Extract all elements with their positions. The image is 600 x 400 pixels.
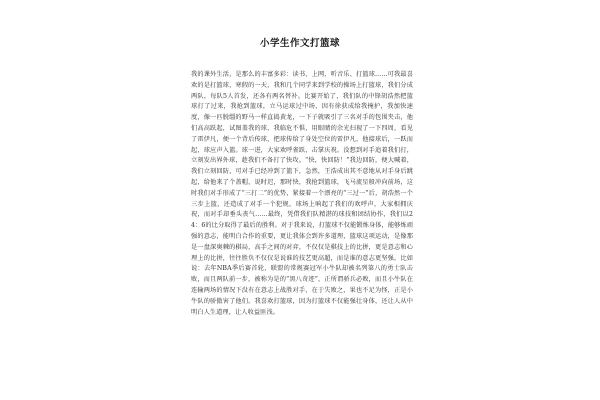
essay-body: 我的课外生活，是那么的丰富多彩：读书、上网、听音乐、打篮球……可我最喜欢的是打篮球，寒假的一天，我和几个同学来到学校的操场上打篮球，我们分成两队，每队5人首发，还各有两名替补。比赛开始了，我们队的中锋胡浩然把篮球打了过来，我抢到篮球，立马运球过中场，因有徐获成给我掩护，我加快速度，像一匹脱缰的野马一样直捣黄龙，一下子就吸引了三名对手的包围夹击，他们高高跃起，试图盖我的球，我临危不惧，用眼睛的余光扫视了一下四周，看见了雷伊凡，便一个背后传球，把球传给了身处空位的雷伊凡，他接球后，一跃而起，球应声入篮。球一进，大家欢呼雀跃，击掌庆祝。没想到对手追着我们打，立刻发出界外球，趁我们不备打了快攻。“快，快回防！”我边回防，便大喊着，我们立刻回防，可对手已经冲到了篮下，急然，王浩成出其不意地从对手身后跳起，给他来了个盖帽，说时迟，那时快，我抢到篮球，飞马流星般冲向前场，这时我们对手形成了“三打二”的优势，紧接着一个漂亮的“三过一”后，胡浩然一个三步上篮，还造成了对手一个犯规，球场上响起了我们的欢呼声，大家相拥庆祝，而对手却垂头丧气……最终，凭借我们队精湛的球技和团结协作，我们以24：6的比分取得了最后的胜利。对于我来说，打篮球不仅能锻炼身体，能够炼顽强的意志，能明白合作的重要，更让我体会到许多道理，篮球这项运动，是像那是一盘深奥棘的棋局，高手之间的对弈，不仅仅是棋技上的比拼，更是意志和心理上的比拼，往往胜负不仅仅是说谁的技艺更高超，而是谁的意志更坚强。比如说：去年NBA季后赛首轮，联盟的常规赛冠军小牛队却被名列第八的勇士队击败，而且两队前一步，被称为是的“黑八奇迹”，正所谓骄兵必败，而且小牛队在连输两场的情况下没有在意志上战胜对手，在于失败之，果也不足为怪，正是小牛队的骄傲害了他们。我喜欢打篮球，因为打篮球不仅能强壮身体，还让人从中明白人生道理，让人收益匪浅。 (191, 71, 413, 316)
document-title: 小学生作文打篮球 (259, 38, 340, 49)
